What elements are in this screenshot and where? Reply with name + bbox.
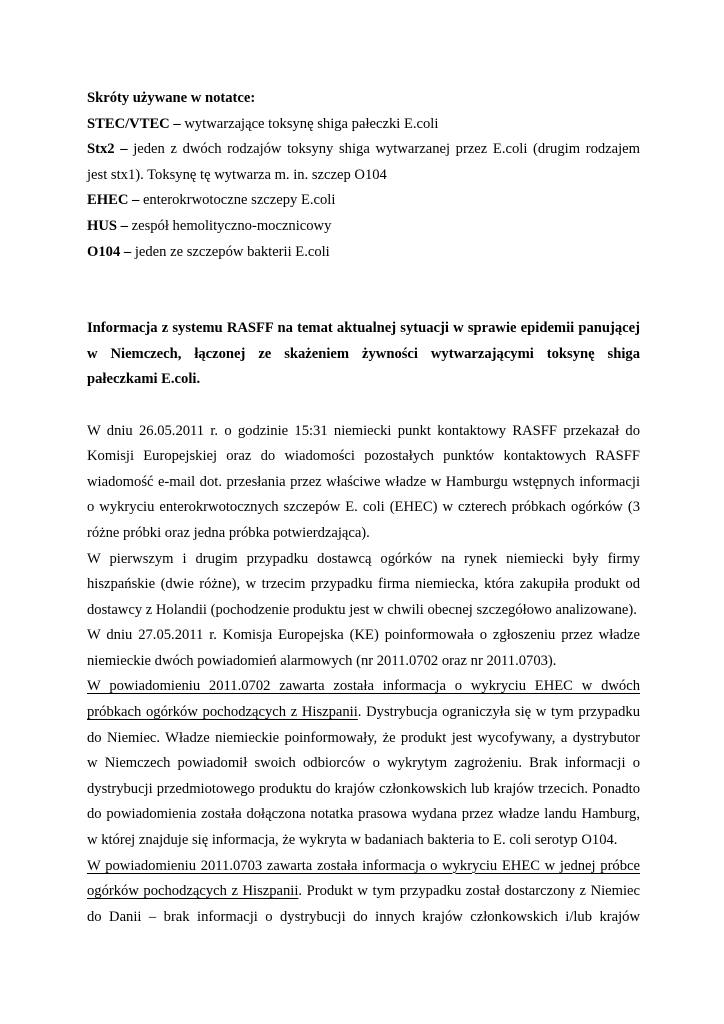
text-line: do Niemiec. Władze niemieckie poinformowały, że produkt jest wycofywany, a dystrybutor	[87, 729, 640, 746]
underlined-text: ogórków pochodzących z Hiszpanii	[87, 883, 299, 900]
text-line	[87, 879, 640, 905]
abbreviation-item-stec	[87, 112, 640, 138]
abbreviation-description: jeden z dwóch rodzajów toksyny shiga wytwarzanej przez E.coli (drugim rodzajem	[133, 141, 640, 158]
paragraph-5	[87, 854, 640, 931]
text-line: W pierwszym i drugim przypadku dostawcą ogórków na rynek niemiecki były firmy	[87, 550, 640, 567]
abbreviation-item-stx2-continued: jest stx1). Toksynę tę wytwarza m. in. szczep O104	[87, 166, 387, 183]
text-line: dostawcy z Holandii (pochodzenie produktu jest w chwili obecnej szczegółowo analizowane).	[87, 601, 637, 618]
text-line: W dniu 26.05.2011 r. o godzinie 15:31 niemiecki punkt kontaktowy RASFF przekazał do	[87, 422, 640, 439]
text-line: o wykryciu enterokrwotocznych szczepów E. coli (EHEC) w czterech próbkach ogórków (3	[87, 499, 640, 516]
abbreviation-separator: –	[169, 115, 185, 132]
text-line: dystrybucji przedmiotowego produktu do krajów członkowskich lub krajów trzecich. Ponadto	[87, 780, 640, 797]
abbreviation-description: wytwarzające toksynę shiga pałeczki E.coli	[184, 115, 439, 132]
abbreviation-separator: –	[120, 243, 135, 260]
text-line: w której znajduje się informacja, że wykryta w badaniach bakteria to E. coli serotyp O104.	[87, 832, 618, 849]
paragraph-2	[87, 547, 640, 624]
text-line: Komisji Europejskiej oraz do wiadomości pozostałych punktów kontaktowych RASFF	[87, 448, 640, 465]
abbreviation-term: EHEC	[87, 192, 129, 209]
paragraph-3	[87, 623, 640, 674]
text-line: hiszpańskie (dwie różne), w trzecim przypadku firma niemiecka, która zakupiła produkt od	[87, 576, 640, 593]
underlined-text: próbkach ogórków pochodzących z Hiszpanii	[87, 704, 358, 721]
abbreviation-separator: –	[114, 141, 134, 158]
abbreviation-description: enterokrwotoczne szczepy E.coli	[142, 192, 336, 209]
abbreviation-term: STEC/VTEC	[87, 115, 170, 132]
text-segment: . Produkt w tym przypadku został dostarczony z Niemiec	[298, 883, 641, 900]
abbreviation-item-ehec	[87, 188, 640, 214]
text-line: do Danii – brak informacji o dystrybucji do innych krajów członkowskich i/lub krajów	[87, 908, 640, 925]
abbreviation-separator: –	[128, 192, 143, 209]
title-line: Informacja z systemu RASFF na temat aktualnej sytuacji w sprawie epidemii panującej	[87, 320, 640, 337]
abbreviation-item-o104	[87, 240, 640, 266]
document-title	[87, 316, 640, 393]
abbreviations-section	[87, 86, 640, 265]
abbreviation-term: O104	[87, 243, 121, 260]
abbreviation-term: Stx2	[87, 141, 115, 158]
abbreviations-heading: Skróty używane w notatce:	[87, 90, 256, 106]
spacer	[87, 393, 640, 419]
text-line: do powiadomienia została dołączona notatka prasowa wydana przez władze landu Hamburg,	[87, 806, 640, 823]
title-line: pałeczkami E.coli.	[87, 371, 201, 388]
text-line: wiadomość e-mail dot. przesłania przez właściwe władze w Hamburgu wstępnych informacji	[87, 473, 640, 490]
abbreviation-item-hus	[87, 214, 640, 240]
notification-0703-underlined: W powiadomieniu 2011.0703 zawarta została informacja o wykryciu EHEC w jednej próbce	[87, 857, 640, 874]
paragraph-4	[87, 674, 640, 853]
text-line: w Niemczech powiadomił swoich odbiorców o wykrytym zagrożeniu. Brak informacji o	[87, 755, 640, 772]
text-line: W dniu 27.05.2011 r. Komisja Europejska (KE) poinformowała o zgłoszeniu przez władze	[87, 627, 640, 644]
document-page	[87, 86, 640, 930]
abbreviation-item-stx2	[87, 137, 640, 163]
abbreviation-description: zespół hemolityczno-mocznicowy	[131, 217, 332, 234]
title-line: w Niemczech, łączonej ze skażeniem żywności wytwarzającymi toksynę shiga	[87, 345, 640, 362]
abbreviation-separator: –	[117, 217, 132, 234]
text-line: niemieckie dwóch powiadomień alarmowych (nr 2011.0702 oraz nr 2011.0703).	[87, 652, 557, 669]
abbreviation-description: jeden ze szczepów bakterii E.coli	[134, 243, 330, 260]
text-line: różne próbki oraz jedna próbka potwierdzająca).	[87, 524, 370, 541]
paragraph-1	[87, 419, 640, 547]
text-segment: . Dystrybucja ograniczyła się w tym przypadku	[357, 704, 640, 721]
text-line	[87, 700, 640, 726]
notification-0702-underlined: W powiadomieniu 2011.0702 zawarta została informacja o wykryciu EHEC w dwóch	[87, 678, 640, 695]
abbreviation-term: HUS	[87, 217, 118, 234]
spacer	[87, 265, 640, 316]
